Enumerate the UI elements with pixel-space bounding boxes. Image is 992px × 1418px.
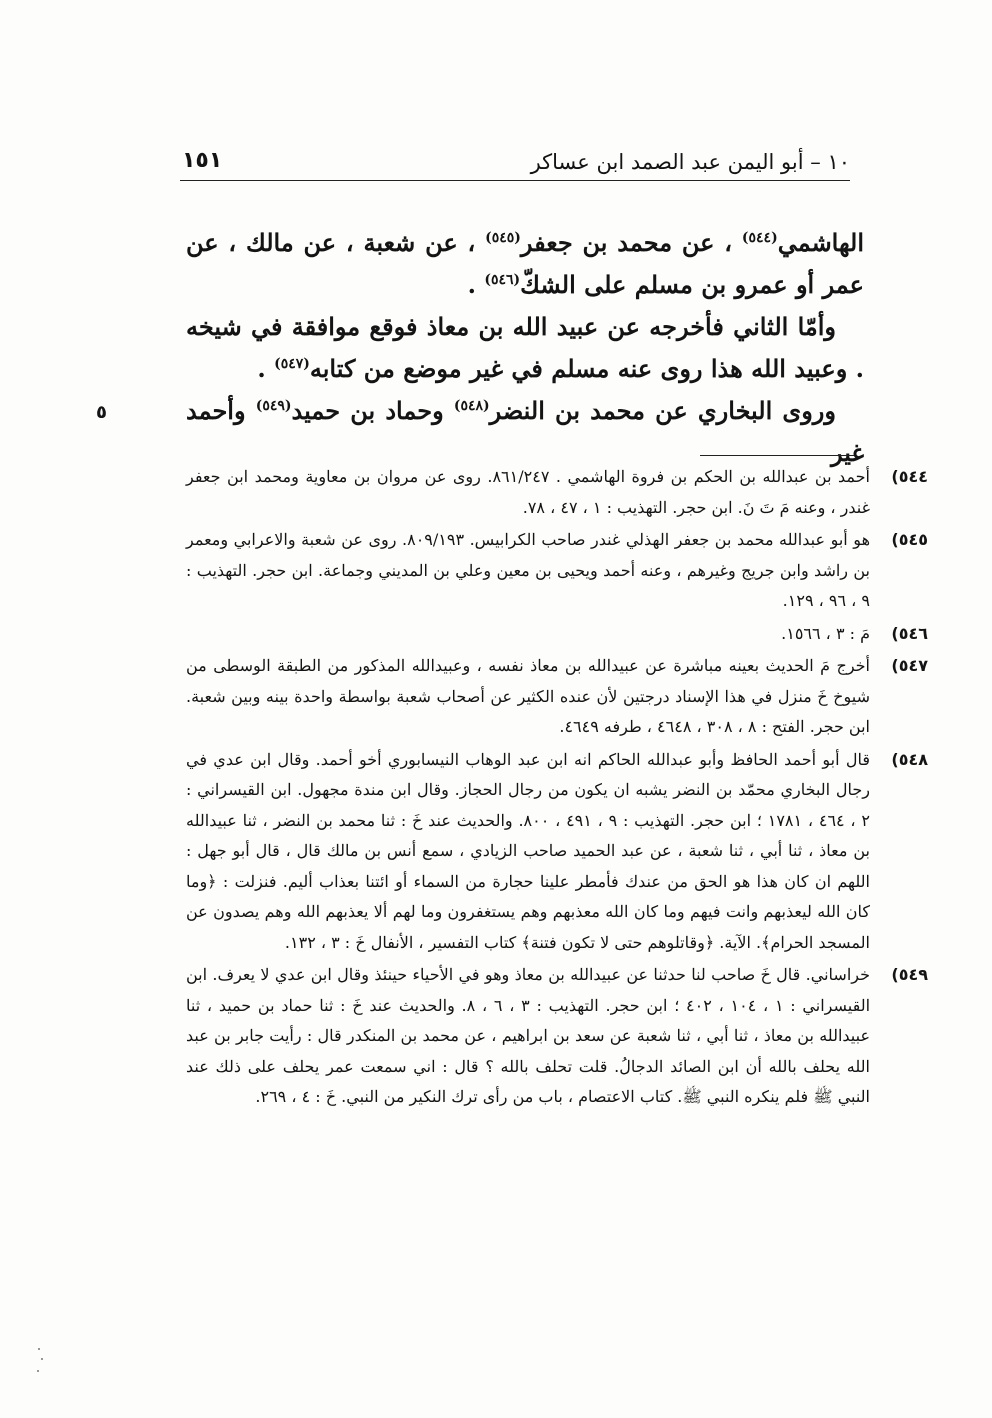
page-number: ١٥١	[182, 148, 223, 173]
footnote-number: ٥٤٩)	[891, 965, 928, 984]
scan-specks	[36, 1348, 46, 1378]
footnote-number: ٥٤٥)	[891, 530, 928, 549]
text-run: وأمّا الثاني فأخرجه عن عبيد الله بن معاذ فوقع موافقة في شيخه . وعبيد الله هذا روى عنه مسلم في غير موضع من كتابه	[186, 312, 864, 383]
footnote	[186, 745, 928, 959]
footnote-number: ٥٤٤)	[891, 467, 928, 486]
footnote-ref: (٥٤٥)	[485, 230, 521, 246]
text-run: وروى البخاري عن محمد بن النضر	[489, 396, 836, 425]
footnote-ref: (٥٤٦)	[484, 272, 521, 288]
footnotes	[186, 462, 928, 1115]
footnote	[186, 960, 928, 1113]
footnote	[186, 525, 928, 617]
footnote-ref: (٥٤٧)	[274, 356, 310, 372]
footnote-ref: (٥٤٩)	[255, 398, 292, 414]
footnote-ref: (٥٤٤)	[741, 230, 778, 246]
footnote-divider	[700, 455, 854, 456]
footnote-text: خراساني. قال خَ صاحب لنا حدثنا عن عبيدالله بن معاذ وهو في الأحياء حينئذ وقال ابن عدي لا يعرف. ابن القيسراني : ١ ، ١٠٤ ، ٤٠٢ ؛ ابن حجر. التهذيب : ٣ ، ٦ ، ٨. والحديث عند خَ : ثنا حماد بن حميد ، ثنا عبيدالله بن معاذ ، ثنا أبي ، ثنا شعبة عن سعد بن ابراهيم ، عن محمد بن المنكدر قال : رأيت جابر بن عبد الله يحلف بالله أن ابن الصائد الدجالُ. قلت تحلف بالله ؟ قال : اني سمعت عمر يحلف على ذلك عند النبي ﷺ فلم ينكره النبي ﷺ. كتاب الاعتصام ، باب من رأى ترك النكير من النبي. خَ : ٤ ، ٢٦٩.	[186, 965, 871, 1106]
footnote	[186, 462, 928, 523]
footnote-text: هو أبو عبدالله محمد بن جعفر الهذلي غندر صاحب الكرابيس. ٨٠٩/١٩٣. روى عن شعبة والاعرابي ومعمر بن راشد وابن جريج وغيرهم ، وعنه أحمد ويحيى بن معين وعلي بن المديني وجماعة. ابن حجر. التهذيب : ٩ ، ٩٦ ، ١٢٩.	[186, 530, 871, 610]
text-run: ، عن محمد بن جعفر	[520, 228, 733, 257]
text-run: الهاشمي	[777, 228, 865, 257]
running-header	[180, 146, 850, 181]
footnote-number: ٥٤٦)	[891, 623, 928, 643]
footnote-number: ٥٤٧)	[891, 656, 928, 675]
footnote-text: أحمد بن عبدالله بن الحكم بن فروة الهاشمي . ٨٦١/٢٤٧. روى عن مروان بن معاوية ومحمد ابن جعفر غندر ، وعنه مَ تَ نَ. ابن حجر. التهذيب : ١ ، ٤٧ ، ٧٨.	[186, 467, 871, 517]
footnote-text: أخرج مَ الحديث بعينه مباشرة عن عبيدالله بن معاذ نفسه ، وعبيدالله المذكور من الطبقة الوسطى من شيوخ خَ منزل في هذا الإسناد درجتين لأن عنده الكثير عن أصحاب شعبة بواسطة واحدة بينه وبين شعبة. ابن حجر. الفتح : ٨ ، ٣٠٨ ، ٤٦٤٨ ، طرفه ٤٦٤٩.	[186, 656, 870, 736]
footnote-text: قال أبو أحمد الحافظ وأبو عبدالله الحاكم انه ابن عبد الوهاب النيسابوري أخو أحمد. وقال ابن عدي في رجال البخاري محمّد بن النضر يشبه ان يكون من رجال الحجاز. وقال ابن مندة مجهول. ابن القيسراني : ٢ ، ٤٦٤ ، ١٧٨١ ؛ ابن حجر. التهذيب : ٩ ، ٤٩١ ، ٨٠٠. والحديث عند خَ : ثنا محمد بن النضر ، ثنا عبيدالله بن معاذ ، ثنا أبي ، ثنا شعبة ، عن عبد الحميد صاحب الزيادي ، سمع أنس بن مالك قال ، قال أبو جهل : اللهم ان كان هذا هو الحق من عندك فأمطر علينا حجارة من السماء أو ائتنا بعذاب أليم. فنزلت : ﴿وما كان الله ليعذبهم وانت فيهم وما كان الله معذبهم وهم يستغفرون وما لهم ألا يعذبهم الله وهم يصدون عن المسجد الحرام﴾. الآية. ﴿وقاتلوهم حتى لا تكون فتنة﴾ كتاب التفسير ، الأنفال خَ : ٣ ، ١٣٢.	[186, 749, 870, 952]
running-title: ١٠ – أبو اليمن عبد الصمد ابن عساكر	[530, 150, 850, 174]
footnote-text: مَ : ٣ ، ١٥٦٦.	[781, 623, 870, 643]
margin-line-number: ٥	[96, 402, 107, 423]
footnote	[186, 651, 928, 743]
main-paragraph-1	[186, 222, 864, 306]
main-text	[186, 222, 864, 474]
footnote-number: ٥٤٨)	[891, 749, 928, 769]
text-run: وأحمد غير	[186, 396, 864, 467]
footnote-ref: (٥٤٨)	[453, 398, 490, 414]
text-run: .	[257, 354, 266, 383]
main-paragraph-2	[186, 306, 864, 390]
footnote	[186, 619, 928, 650]
text-run: .	[467, 270, 476, 299]
text-run: ، عن شعبة ، عن مالك ، عن عمر أو عمرو بن مسلم على الشكّ	[186, 228, 864, 299]
text-run: وحماد بن حميد	[291, 396, 444, 425]
